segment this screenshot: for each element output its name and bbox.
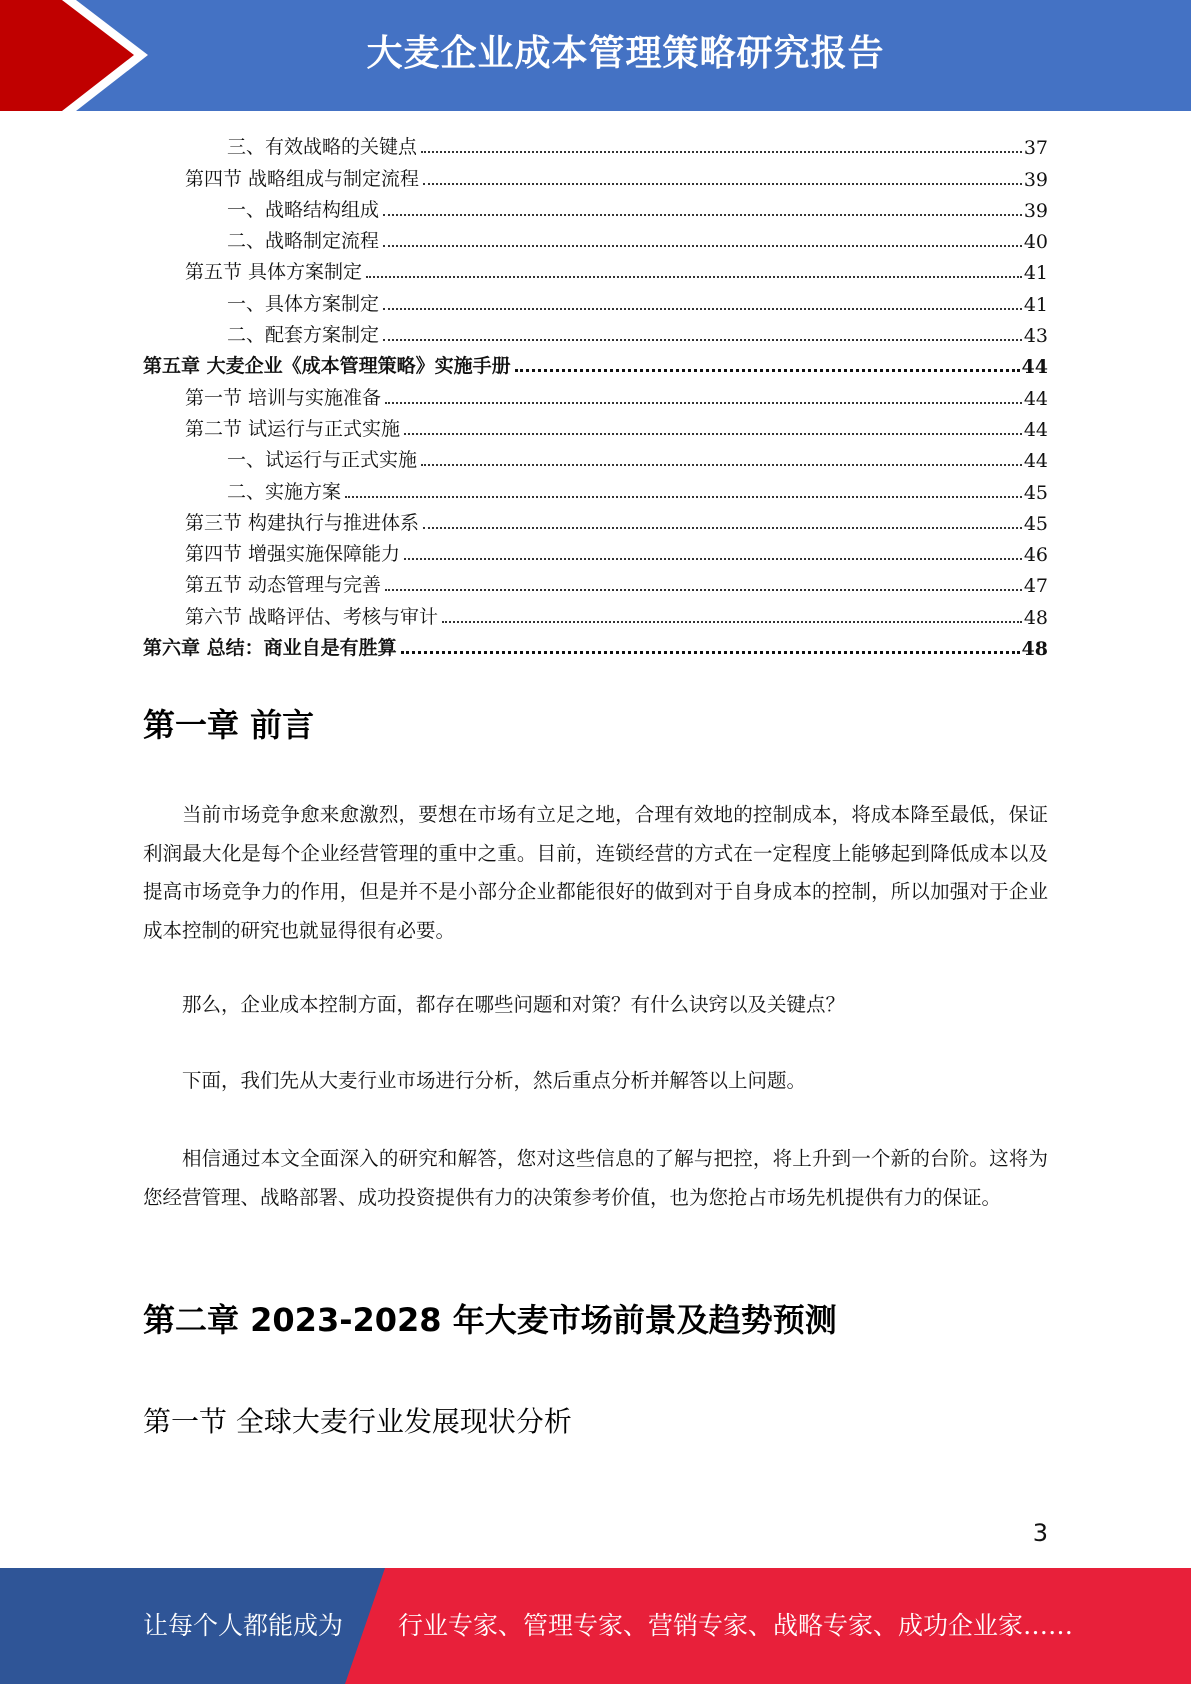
toc-entry[interactable]	[143, 378, 1048, 409]
footer-slogan-right: 行业专家、管理专家、营销专家、战略专家、成功企业家……	[398, 1611, 1074, 1640]
toc-entry-page: 46	[1023, 544, 1048, 567]
toc-entry[interactable]	[143, 441, 1048, 472]
toc-leader-dots	[421, 464, 1022, 466]
toc-entry-title: 第一节 培训与实施准备	[185, 386, 382, 409]
intro-paragraph-4: 相信通过本文全面深入的研究和解答，您对这些信息的了解与把控，将上升到一个新的台阶。这将为您经营管理、战略部署、成功投资提供有力的决策参考价值，也为您抢占市场先机提供有力的保证。	[143, 1147, 1048, 1209]
page-footer	[0, 1568, 1191, 1684]
toc-entry-title: 二、实施方案	[227, 480, 342, 503]
intro-paragraph-1: 当前市场竞争愈来愈激烈，要想在市场有立足之地，合理有效地的控制成本，将成本降至最低，保证利润最大化是每个企业经营管理的重中之重。目前，连锁经营的方式在一定程度上能够起到降低成本以及提高市场竞争力的作用，但是并不是小部分企业都能很好的做到对于自身成本的控制，所以加强对于企业成本控制的研究也就显得很有必要。	[143, 803, 1048, 942]
toc-entry-title: 二、战略制定流程	[227, 230, 380, 253]
toc-entry-page: 48	[1023, 606, 1048, 629]
toc-entry-page: 47	[1023, 575, 1048, 598]
toc-entry-page: 41	[1023, 262, 1048, 285]
toc-entry-page: 44	[1023, 418, 1048, 441]
toc-entry-page: 43	[1023, 325, 1048, 348]
section-1-heading: 第一节 全球大麦行业发展现状分析	[143, 1405, 572, 1438]
toc-leader-dots	[421, 151, 1022, 153]
toc-entry-title: 第四节 增强实施保障能力	[185, 543, 401, 566]
chapter-2-heading: 第二章 2023-2028 年大麦市场前景及趋势预测	[143, 1301, 837, 1339]
toc-entry[interactable]	[143, 597, 1048, 628]
toc-entry-title: 第三节 构建执行与推进体系	[185, 511, 420, 534]
toc-leader-dots	[385, 589, 1022, 591]
toc-entry-title: 三、有效战略的关键点	[227, 136, 418, 159]
chapter-1-heading: 第一章 前言	[143, 706, 315, 744]
intro-paragraph-2: 那么，企业成本控制方面，都存在哪些问题和对策？有什么诀窍以及关键点？	[182, 993, 846, 1016]
toc-entry-title: 第五章 大麦企业《成本管理策略》实施手册	[143, 355, 511, 378]
toc-leader-dots	[383, 339, 1022, 341]
toc-entry-page: 44	[1023, 387, 1048, 410]
toc-entry[interactable]	[143, 316, 1048, 347]
toc-entry-title: 一、具体方案制定	[227, 292, 380, 315]
toc-leader-dots	[383, 245, 1022, 247]
toc-leader-dots	[401, 651, 1020, 654]
toc-entry-page: 41	[1023, 293, 1048, 316]
toc-entry[interactable]	[143, 159, 1048, 190]
toc-entry[interactable]	[143, 410, 1048, 441]
toc-entry-page: 37	[1023, 137, 1048, 160]
toc-entry-page: 44	[1023, 450, 1048, 473]
toc-entry-title: 第二节 试运行与正式实施	[185, 417, 401, 440]
toc-entry-page: 44	[1021, 356, 1048, 379]
toc-entry-title: 第六节 战略评估、考核与审计	[185, 605, 439, 628]
toc-leader-dots	[345, 496, 1022, 498]
table-of-contents	[143, 128, 1048, 660]
toc-entry[interactable]	[143, 191, 1048, 222]
toc-entry[interactable]	[143, 222, 1048, 253]
report-title: 大麦企业成本管理策略研究报告	[366, 33, 885, 74]
toc-entry-page: 48	[1021, 638, 1048, 661]
toc-entry-page: 45	[1023, 481, 1048, 504]
toc-entry-page: 45	[1023, 512, 1048, 535]
toc-leader-dots	[423, 183, 1022, 185]
toc-entry-page: 39	[1023, 168, 1048, 191]
toc-entry-page: 39	[1023, 199, 1048, 222]
page-number: 3	[1032, 1519, 1048, 1547]
toc-entry-title: 一、试运行与正式实施	[227, 449, 418, 472]
toc-entry[interactable]	[143, 472, 1048, 503]
page-header	[0, 0, 1191, 111]
footer-slogan-left: 让每个人都能成为	[143, 1611, 344, 1640]
toc-leader-dots	[404, 558, 1022, 560]
toc-entry[interactable]	[143, 253, 1048, 284]
toc-entry-title: 第四节 战略组成与制定流程	[185, 167, 420, 190]
toc-leader-dots	[404, 433, 1022, 435]
toc-entry-title: 一、战略结构组成	[227, 198, 380, 221]
toc-entry-title: 第五节 具体方案制定	[185, 261, 363, 284]
toc-entry-page: 40	[1023, 231, 1048, 254]
toc-leader-dots	[515, 369, 1020, 372]
toc-entry[interactable]	[143, 347, 1048, 378]
toc-leader-dots	[366, 276, 1022, 278]
toc-entry-title: 二、配套方案制定	[227, 324, 380, 347]
toc-entry[interactable]	[143, 535, 1048, 566]
toc-leader-dots	[423, 527, 1022, 529]
toc-entry-title: 第五节 动态管理与完善	[185, 574, 382, 597]
toc-entry[interactable]	[143, 629, 1048, 660]
toc-entry[interactable]	[143, 284, 1048, 315]
toc-entry[interactable]	[143, 504, 1048, 535]
toc-leader-dots	[383, 308, 1022, 310]
toc-leader-dots	[385, 402, 1022, 404]
toc-entry-title: 第六章 总结：商业自是有胜算	[143, 637, 397, 660]
toc-leader-dots	[442, 621, 1022, 623]
toc-entry[interactable]	[143, 128, 1048, 159]
toc-entry[interactable]	[143, 566, 1048, 597]
intro-paragraph-3: 下面，我们先从大麦行业市场进行分析，然后重点分析并解答以上问题。	[182, 1069, 807, 1092]
toc-leader-dots	[383, 214, 1022, 216]
